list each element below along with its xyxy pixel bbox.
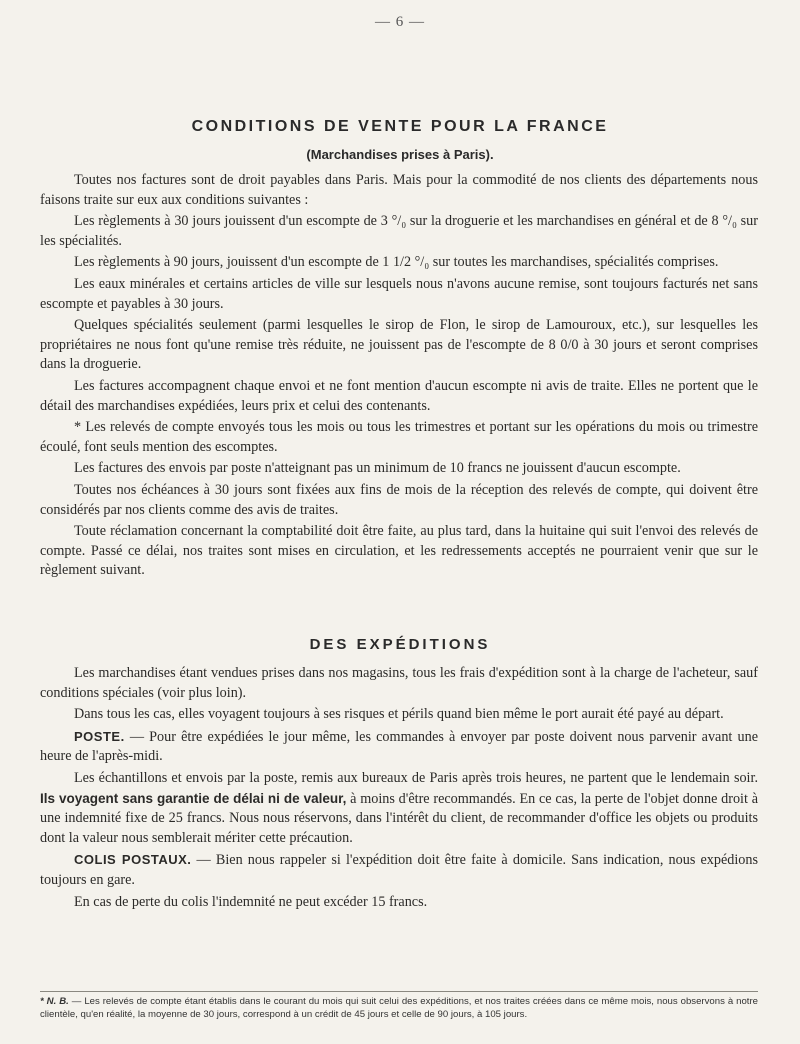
paragraph-specialties: Quelques spécialités seulement (parmi lesquelles le sirop de Flon, le sirop de Lamouroux, etc.), sur lesquelles les propriétaires ne nous font qu'une remise très réduite, ne jouissent pas de l'escompte de 8 0/0 à 30 jours et seront comprises dans la droguerie.: [40, 317, 758, 373]
samples-text-a: Les échantillons et envois par la poste, remis aux bureaux de Paris après trois heures, ne partent que le lendemain soir.: [74, 769, 758, 786]
paragraph-90-days: Les règlements à 90 jours, jouissent d'un escompte de 1 1/2 °/₀ sur toutes les marchandises, spécialités comprises.: [74, 254, 719, 271]
samples-text-b: à moins d'être recommandés. En ce cas, la perte de l'objet donne droit à une indemnité fixe de 25 francs. Nous nous réservons, dans l'intérêt du client, de recommander d'office les objets ou produits dont la valeur nous semblerait mériter cette précaution.: [40, 790, 758, 846]
paragraph-indemnity: En cas de perte du colis l'indemnité ne peut excéder 15 francs.: [74, 893, 428, 910]
page-number: — 6 —: [375, 14, 425, 30]
page-subtitle: (Marchandises prises à Paris).: [306, 147, 494, 162]
footnote: [40, 995, 758, 1021]
section-title-expeditions: DES EXPÉDITIONS: [309, 636, 491, 653]
poste-text: — Pour être expédiées le jour même, les commandes à envoyer par poste doivent nous parvenir avant une heure de l'après-midi.: [40, 728, 758, 765]
footnote-divider: [40, 991, 758, 992]
paragraph-colis: [40, 850, 758, 890]
colis-text: — Bien nous rappeler si l'expédition doit être faite à domicile. Sans indication, nous expédions toujours en gare.: [40, 852, 758, 888]
paragraph-risks: Dans tous les cas, elles voyagent toujours à ses risques et périls quand bien même le port aurait été payé au départ.: [74, 706, 724, 723]
paragraph-shipping-costs: Les marchandises étant vendues prises dans nos magasins, tous les frais d'expédition sont à la charge de l'acheteur, sauf conditions spéciales (voir plus loin).: [40, 665, 758, 701]
paragraph-payment: Toutes nos factures sont de droit payables dans Paris. Mais pour la commodité de nos clients des départements nous faisons traite sur eux aux conditions suivantes :: [40, 172, 758, 208]
footnote-text: — Les relevés de compte étant établis dans le courant du mois qui suit celui des expéditions, et nos traites créées dans ce même mois, nous observons à notre clientèle, qu'en réalité, la moyenne de 30 jours, correspond à un crédit de 45 jours et celle de 90 jours, à 105 jours.: [40, 996, 758, 1020]
expeditions-body: [40, 664, 758, 914]
page-title: CONDITIONS DE VENTE POUR LA FRANCE: [191, 118, 609, 135]
paragraph-claims: Toute réclamation concernant la comptabilité doit être faite, au plus tard, dans la huitaine qui suit l'envoi des relevés de compte. Passé ce délai, nos traites sont mises en circulation, et les redressements acceptés ne pourraient venir que sur le règlement suivant.: [40, 523, 758, 579]
paragraph-poste: [40, 727, 758, 767]
paragraph-mineral-waters: Les eaux minérales et certains articles de ville sur lesquels nous n'avons aucune remise, sont toujours facturés net sans escompte et payables à 30 jours.: [40, 275, 758, 312]
paragraph-due-dates: Toutes nos échéances à 30 jours sont fixées aux fins de mois de la réception des relevés de compte, qui doivent être considérés par nos clients comme des avis de traites.: [40, 481, 758, 518]
paragraph-statements: * Les relevés de compte envoyés tous les mois ou tous les trimestres et portant sur les opérations du mois ou trimestre écoulé, font seuls mention des escomptes.: [40, 419, 758, 455]
footnote-lead: * N. B.: [40, 996, 69, 1007]
paragraph-post-minimum: Les factures des envois par poste n'atteignant pas un minimum de 10 francs ne jouissent d'aucun escompte.: [74, 460, 681, 477]
paragraph-30-days: Les règlements à 30 jours jouissent d'un escompte de 3 °/₀ sur la droguerie et les marchandises en général et de 8 °/₀ sur les spécialités.: [40, 213, 758, 249]
colis-lead: COLIS POSTAUX.: [74, 852, 192, 868]
poste-lead: POSTE.: [74, 728, 125, 744]
paragraph-invoices: Les factures accompagnent chaque envoi et ne font mention d'aucun escompte ni avis de traite. Elles ne portent que le détail des marchandises expédiées, leurs prix et celui des contenants.: [40, 377, 758, 414]
paragraph-samples: [40, 769, 758, 848]
conditions-body: [40, 171, 758, 583]
samples-bold: Ils voyagent sans garantie de délai ni de valeur,: [40, 790, 347, 806]
